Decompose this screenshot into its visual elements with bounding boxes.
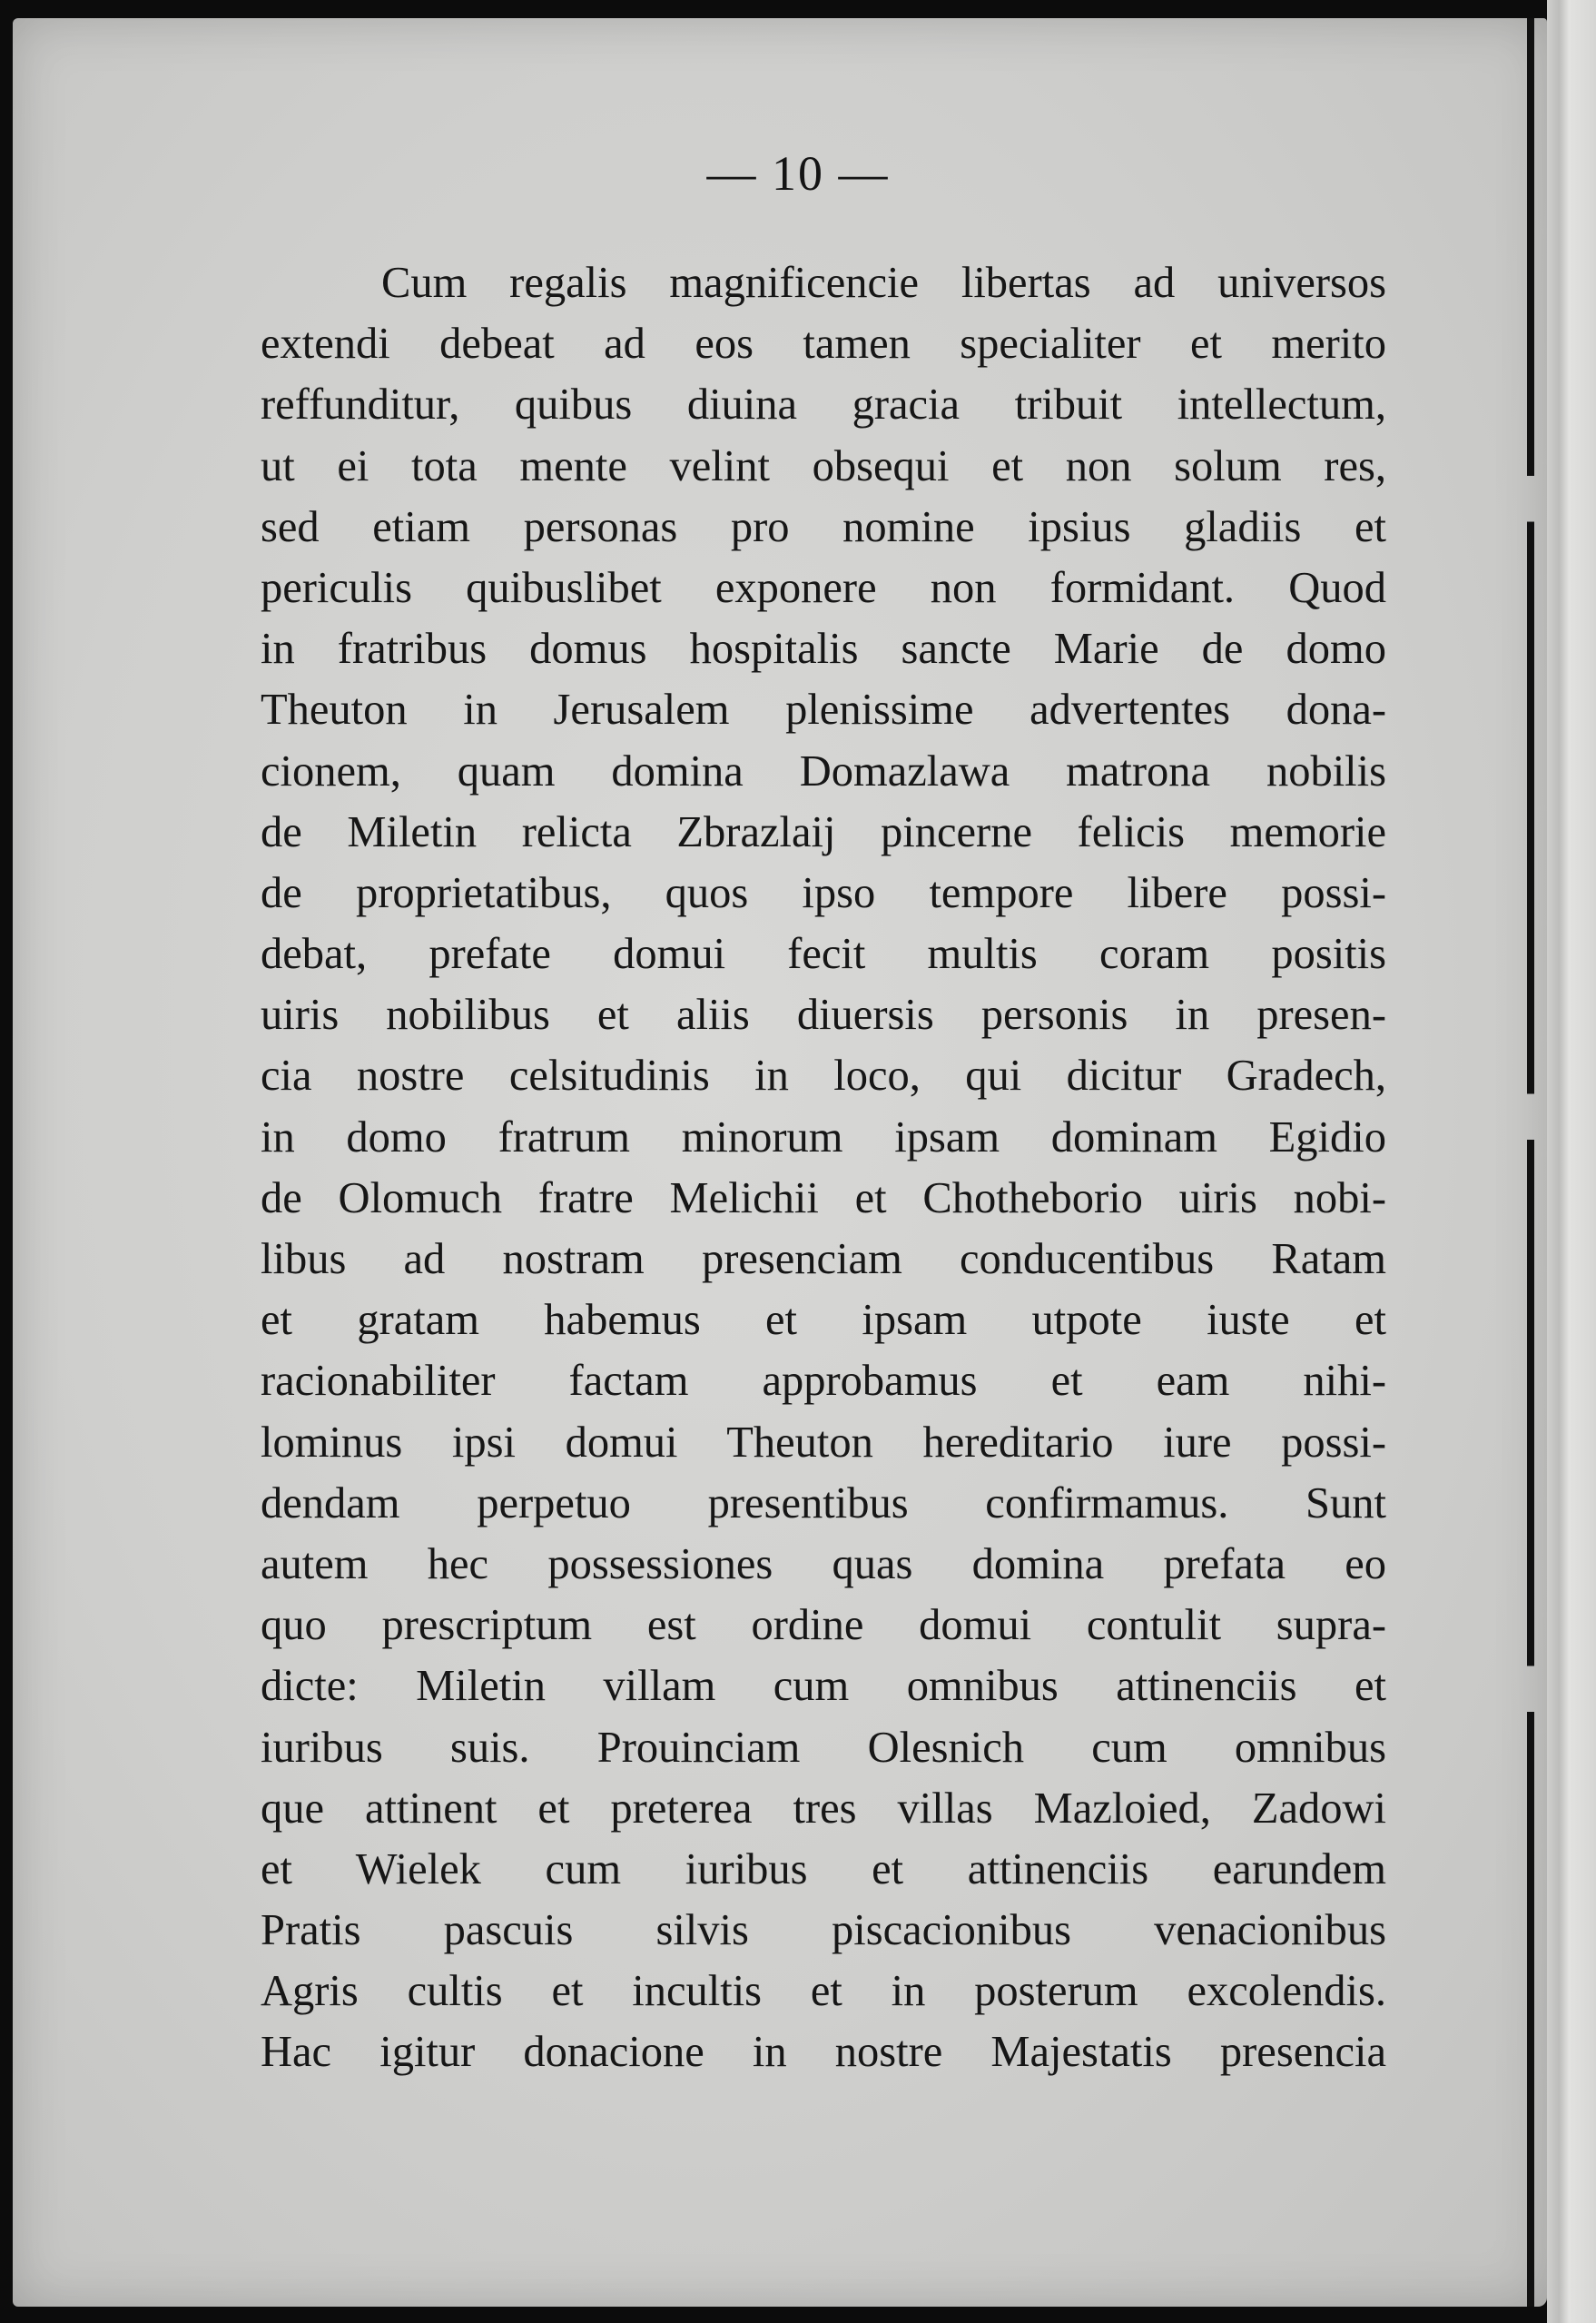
text-line: periculis quibuslibet exponere non formidant. Quod: [261, 563, 1386, 612]
text-line: de proprietatibus, quos ipso tempore libere possi-: [261, 868, 1386, 917]
text-line: et gratam habemus et ipsam utpote iuste et: [261, 1296, 1386, 1345]
text-line: et Wielek cum iuribus et attinenciis earundem: [261, 1844, 1386, 1893]
text-line: cionem, quam domina Domazlawa matrona nobilis: [261, 746, 1386, 796]
text-line: Hac igitur donacione in nostre Majestatis presencia: [261, 2028, 1386, 2077]
text-line: Theuton in Jerusalem plenissime advertentes dona-: [261, 686, 1386, 735]
body-text: [261, 252, 1386, 2083]
page-number: — 10 —: [706, 146, 890, 201]
text-line: de Olomuch fratre Melichii et Chotheborio uiris nobi-: [261, 1173, 1386, 1222]
text-line: in fratribus domus hospitalis sancte Marie de domo: [261, 625, 1386, 674]
text-line: dicte: Miletin villam cum omnibus attinenciis et: [261, 1662, 1386, 1711]
text-line: lominus ipsi domui Theuton hereditario iure possi-: [261, 1418, 1386, 1467]
text-line: Pratis pascuis silvis piscacionibus venacionibus: [261, 1906, 1386, 1955]
text-line: iuribus suis. Prouinciam Olesnich cum omnibus: [261, 1723, 1386, 1772]
text-line: Cum regalis magnificencie libertas ad universos: [381, 259, 1386, 307]
text-line: autem hec possessiones quas domina prefata eo: [261, 1539, 1386, 1588]
text-line: cia nostre celsitudinis in loco, qui dicitur Gradech,: [261, 1052, 1386, 1101]
text-line: dendam perpetuo presentibus confirmamus. Sunt: [261, 1478, 1386, 1527]
book-spine-edge: [1547, 0, 1596, 2323]
text-line: debat, prefate domui fecit multis coram positis: [261, 930, 1386, 979]
text-line: quo prescriptum est ordine domui contulit supra-: [261, 1601, 1386, 1650]
text-line: libus ad nostram presenciam conducentibus Ratam: [261, 1235, 1386, 1283]
text-line: ut ei tota mente velint obsequi et non solum res,: [261, 441, 1386, 490]
text-line: Agris cultis et incultis et in posterum excolendis.: [261, 1967, 1386, 2016]
text-line: uiris nobilibus et aliis diuersis personis in presen-: [261, 991, 1386, 1040]
binding-shadow-line: [1527, 18, 1534, 2307]
text-line: de Miletin relicta Zbrazlaij pincerne felicis memorie: [261, 807, 1386, 856]
text-line: que attinent et preterea tres villas Mazloied, Zadowi: [261, 1784, 1386, 1833]
text-line: in domo fratrum minorum ipsam dominam Egidio: [261, 1112, 1386, 1162]
text-line: reffunditur, quibus diuina gracia tribuit intellectum,: [261, 381, 1386, 430]
text-line: extendi debeat ad eos tamen specialiter et merito: [261, 320, 1386, 369]
text-line: racionabiliter factam approbamus et eam nihi-: [261, 1357, 1386, 1406]
text-line: sed etiam personas pro nomine ipsius gladiis et: [261, 502, 1386, 551]
